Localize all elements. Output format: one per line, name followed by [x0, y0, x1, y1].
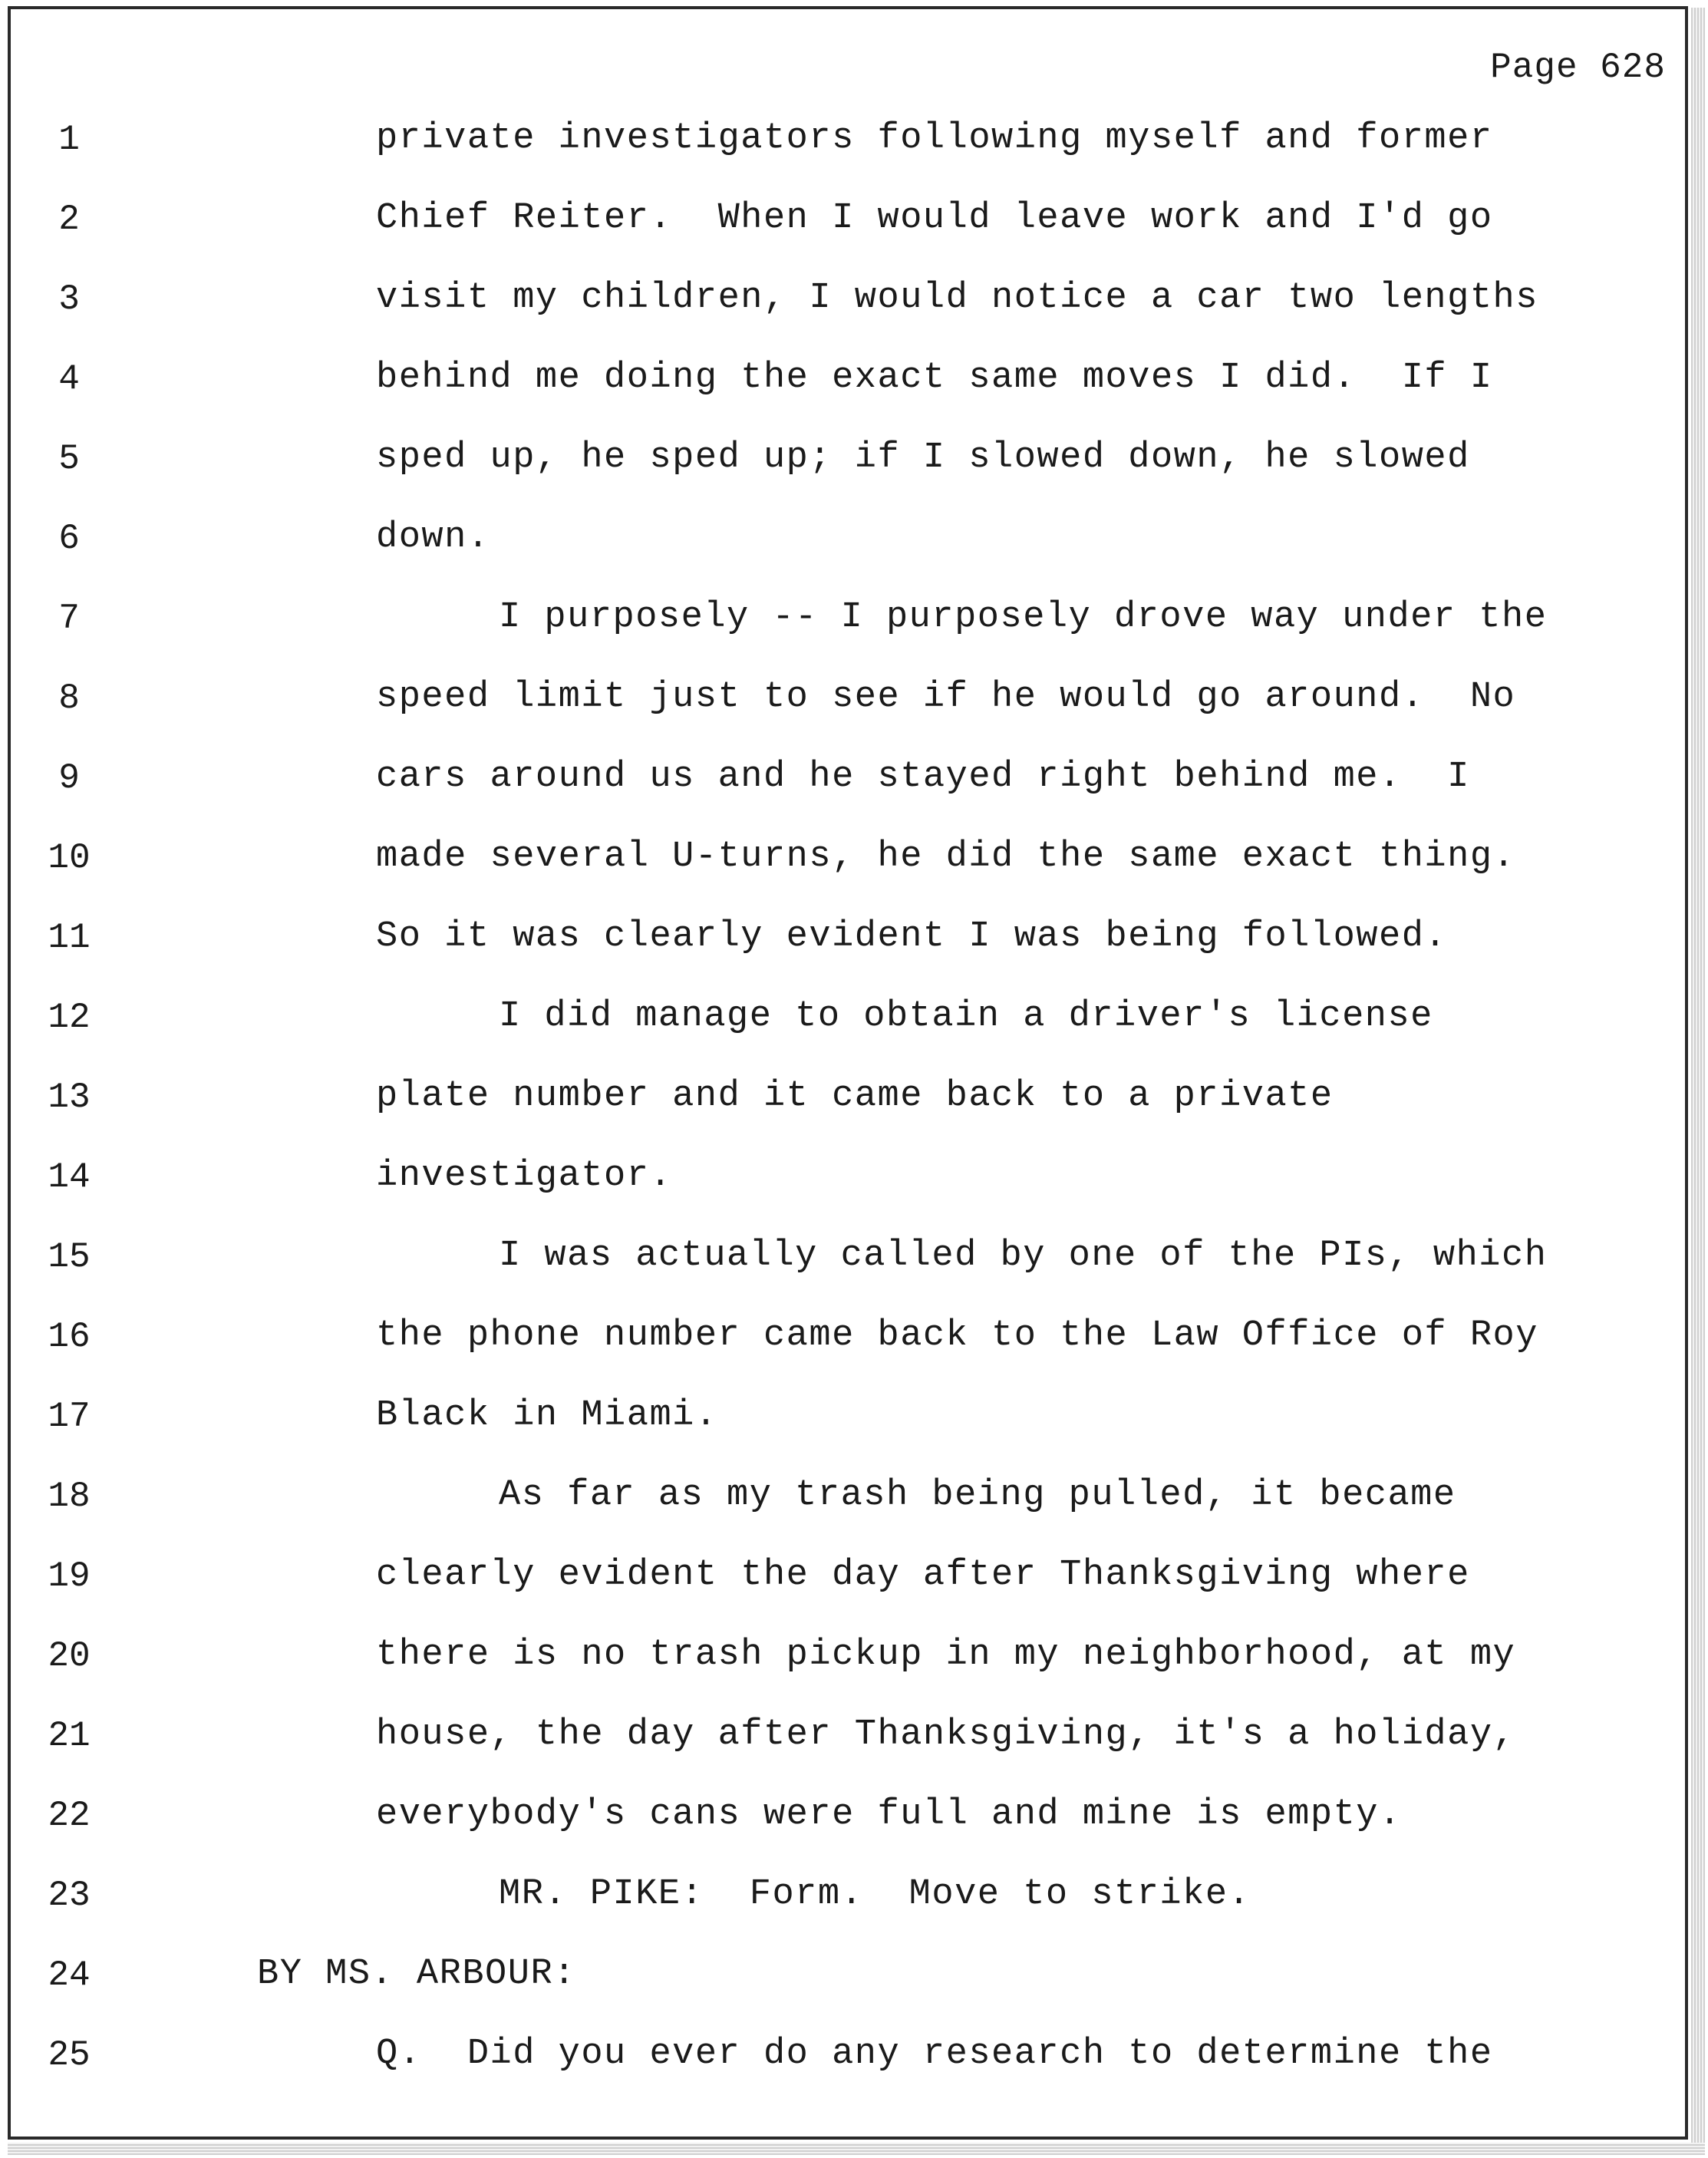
- transcript-line: Chief Reiter. When I would leave work and I'd go: [376, 198, 1493, 239]
- transcript-line: Black in Miami.: [376, 1395, 718, 1436]
- transcript-line: As far as my trash being pulled, it became: [499, 1475, 1456, 1516]
- line-number: 5: [58, 439, 80, 479]
- transcript-line: BY MS. ARBOUR:: [257, 1954, 576, 1995]
- line-number: 7: [58, 599, 80, 638]
- line-number: 10: [48, 838, 91, 878]
- line-number: 17: [48, 1397, 91, 1437]
- transcript-line: MR. PIKE: Form. Move to strike.: [499, 1874, 1251, 1915]
- line-number: 21: [48, 1716, 91, 1756]
- transcript-line: cars around us and he stayed right behind me. I: [376, 757, 1470, 797]
- transcript-line: clearly evident the day after Thanksgiving where: [376, 1555, 1470, 1595]
- line-number: 16: [48, 1317, 91, 1357]
- transcript-line: sped up, he sped up; if I slowed down, he slowed: [376, 437, 1470, 478]
- transcript-line: I purposely -- I purposely drove way under the: [499, 597, 1548, 638]
- transcript-line: investigator.: [376, 1156, 673, 1196]
- transcript-line: the phone number came back to the Law Office of Roy: [376, 1315, 1538, 1356]
- transcript-line: So it was clearly evident I was being followed.: [376, 916, 1448, 957]
- transcript-line: I was actually called by one of the PIs, which: [499, 1236, 1548, 1276]
- line-number: 11: [48, 918, 91, 958]
- transcript-line: behind me doing the exact same moves I did. If I: [376, 358, 1493, 398]
- transcript-line: made several U-turns, he did the same exact thing.: [376, 836, 1516, 877]
- line-number: 12: [48, 998, 91, 1038]
- line-number: 25: [48, 2035, 91, 2075]
- line-number: 6: [58, 519, 80, 559]
- transcript-line: private investigators following myself and former: [376, 118, 1493, 159]
- line-number: 24: [48, 1955, 91, 1995]
- transcript-line: speed limit just to see if he would go around. No: [376, 677, 1516, 718]
- scan-shadow-right: [1691, 8, 1705, 2149]
- transcript-line: down.: [376, 517, 490, 558]
- line-number: 4: [58, 359, 80, 399]
- page-number: Page 628: [1490, 48, 1666, 87]
- line-number: 15: [48, 1237, 91, 1277]
- line-number: 9: [58, 758, 80, 798]
- transcript-line: there is no trash pickup in my neighborhood, at my: [376, 1635, 1516, 1675]
- transcript-line: I did manage to obtain a driver's license: [499, 996, 1433, 1037]
- transcript-line: house, the day after Thanksgiving, it's a holiday,: [376, 1714, 1516, 1755]
- line-number: 13: [48, 1077, 91, 1117]
- line-number: 8: [58, 678, 80, 718]
- line-number: 1: [58, 120, 80, 160]
- line-number: 22: [48, 1796, 91, 1836]
- transcript-line: plate number and it came back to a private: [376, 1076, 1334, 1117]
- line-number: 18: [48, 1477, 91, 1516]
- line-number: 19: [48, 1556, 91, 1596]
- transcript-line: visit my children, I would notice a car two lengths: [376, 278, 1538, 318]
- transcript-line: everybody's cans were full and mine is empty.: [376, 1794, 1402, 1835]
- line-number: 14: [48, 1157, 91, 1197]
- transcript-line: Q. Did you ever do any research to determine the: [376, 2034, 1493, 2074]
- line-number: 2: [58, 200, 80, 239]
- scan-shadow-bottom: [8, 2143, 1705, 2155]
- line-number: 23: [48, 1876, 91, 1915]
- line-number: 20: [48, 1636, 91, 1676]
- line-number: 3: [58, 279, 80, 319]
